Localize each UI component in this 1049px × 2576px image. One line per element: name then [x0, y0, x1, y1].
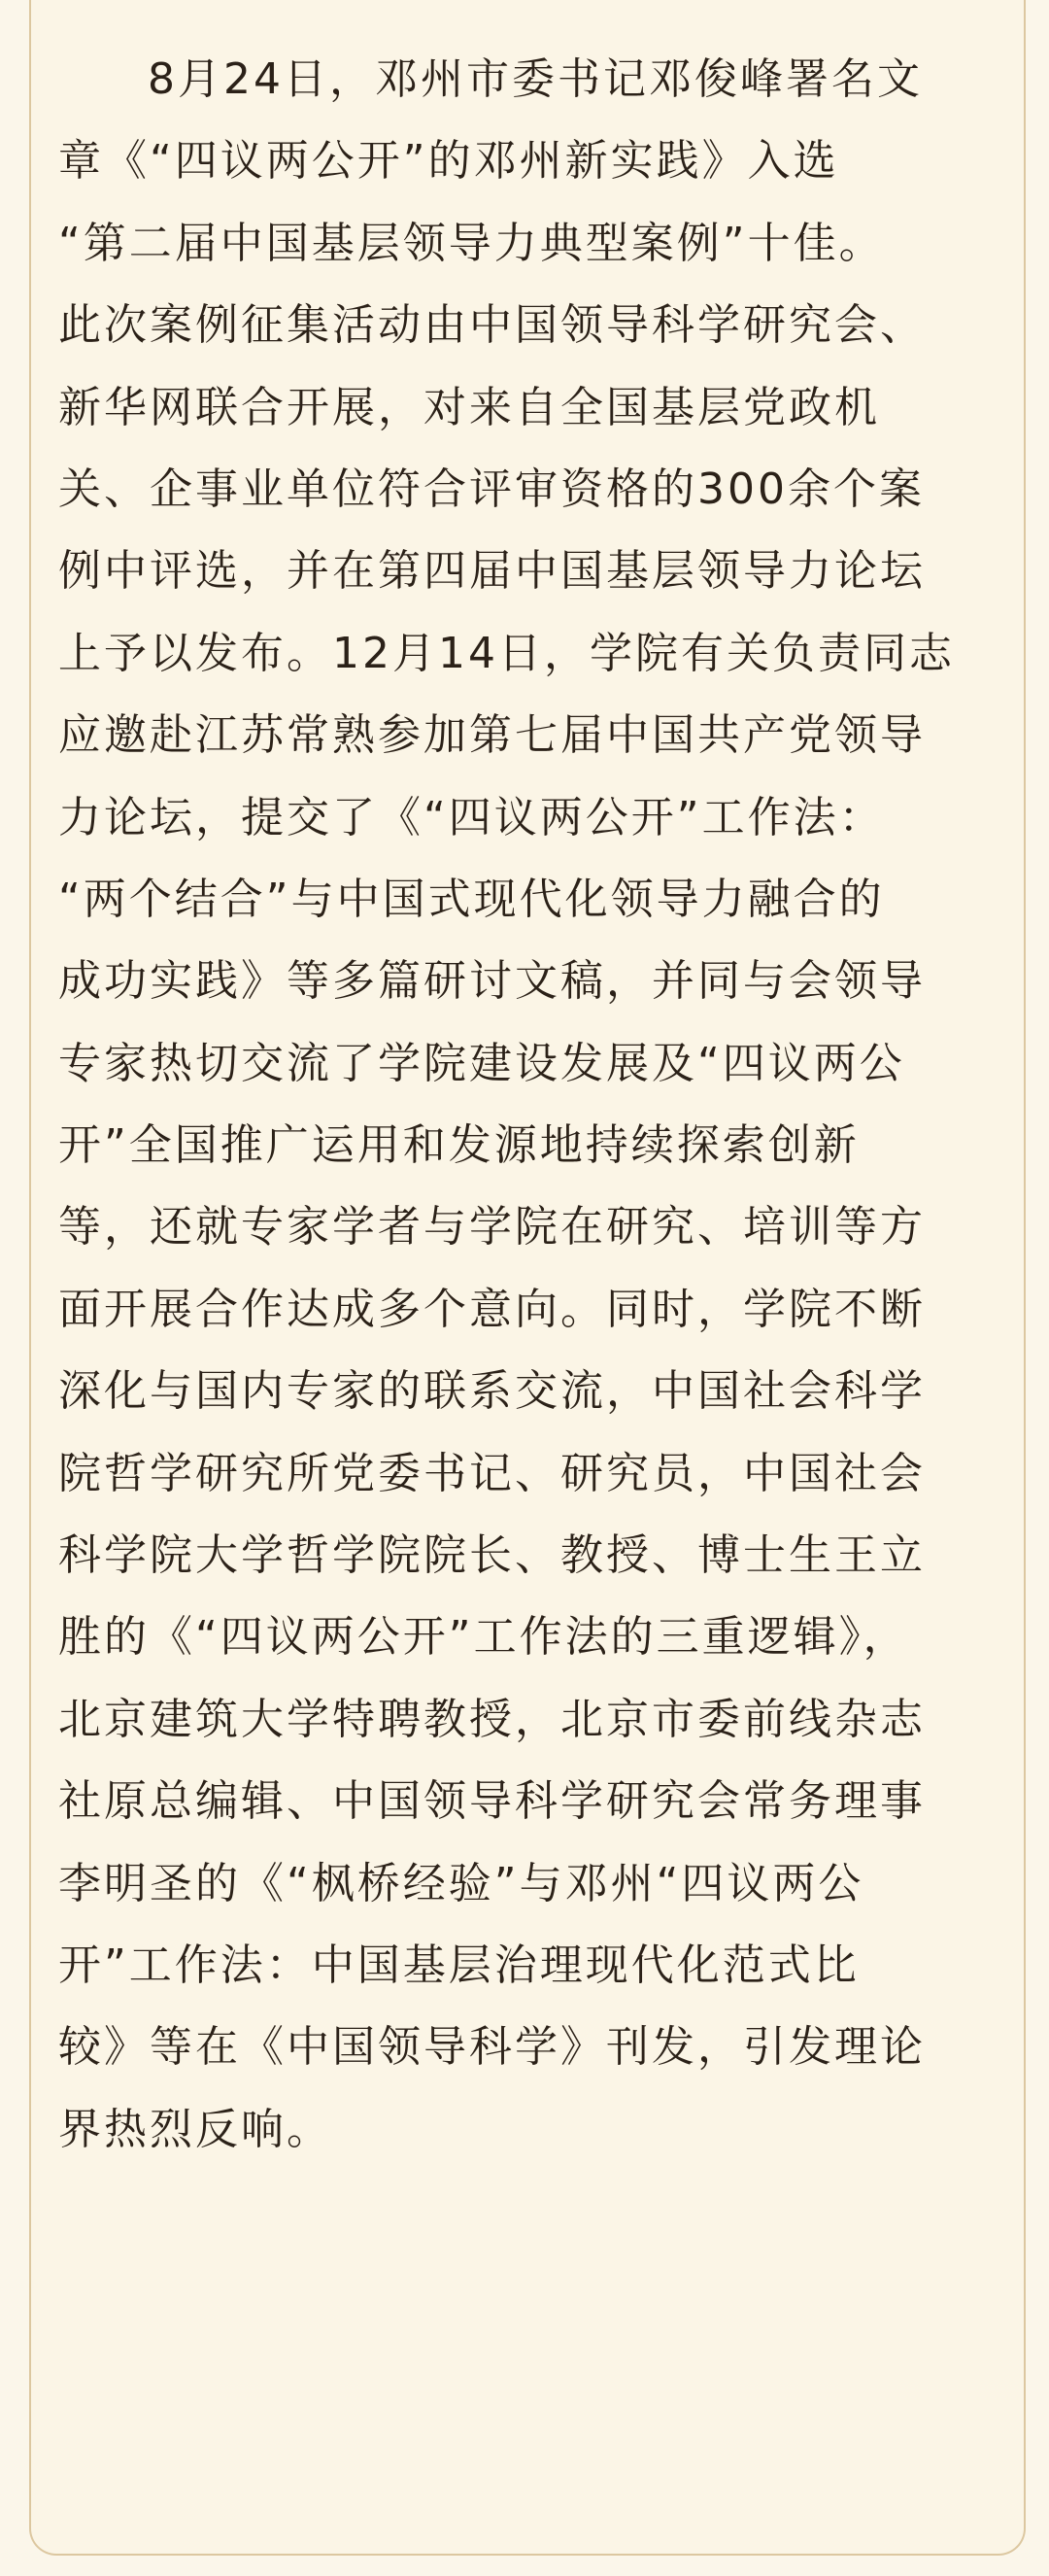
article-line: 较》等在《中国领导科学》刊发，引发理论 — [58, 2022, 926, 2073]
article-line: 新华网联合开展，对来自全国基层党政机 — [58, 382, 880, 432]
article-line: 北京建筑大学特聘教授，北京市委前线杂志 — [58, 1694, 926, 1744]
article-line: 科学院大学哲学院院长、教授、博士生王立 — [58, 1530, 926, 1581]
article-line: 深化与国内专家的联系交流，中国社会科学 — [58, 1366, 926, 1417]
article-line: 关、企事业单位符合评审资格的300余个案 — [58, 464, 925, 514]
article-line: 专家热切交流了学院建设发展及“四议两公 — [58, 1038, 905, 1088]
article-line: 例中评选，并在第四届中国基层领导力论坛 — [58, 546, 926, 597]
article-line: 面开展合作达成多个意向。同时，学院不断 — [58, 1284, 926, 1334]
article-line: “两个结合”与中国式现代化领导力融合的 — [58, 874, 885, 924]
article-line: 界热烈反响。 — [58, 2104, 332, 2154]
article-line: 应邀赴江苏常熟参加第七届中国共产党领导 — [58, 710, 926, 761]
article-line: 章《“四议两公开”的邓州新实践》入选 — [58, 136, 839, 187]
article-line: 力论坛，提交了《“四议两公开”工作法： — [58, 792, 885, 842]
article-line: 等，还就专家学者与学院在研究、培训等方 — [58, 1202, 926, 1253]
article-body — [58, 39, 1010, 2171]
article-line: 社原总编辑、中国领导科学研究会常务理事 — [58, 1776, 926, 1827]
article-line: 8月24日，邓州市委书记邓俊峰署名文 — [148, 54, 923, 104]
article-line: 胜的《“四议两公开”工作法的三重逻辑》， — [58, 1612, 909, 1663]
article-line: 成功实践》等多篇研讨文稿，并同与会领导 — [58, 956, 926, 1007]
article-line: 此次案例征集活动由中国领导科学研究会、 — [58, 300, 926, 351]
article-line: 上予以发布。12月14日，学院有关负责同志 — [58, 628, 955, 678]
article-line: “第二届中国基层领导力典型案例”十佳。 — [58, 218, 885, 268]
article-line: 李明圣的《“枫桥经验”与邓州“四议两公 — [58, 1858, 864, 1908]
article-line: 院哲学研究所党委书记、研究员，中国社会 — [58, 1448, 926, 1498]
article-line: 开”工作法：中国基层治理现代化范式比 — [58, 1940, 860, 1990]
article-line: 开”全国推广运用和发源地持续探索创新 — [58, 1120, 860, 1171]
